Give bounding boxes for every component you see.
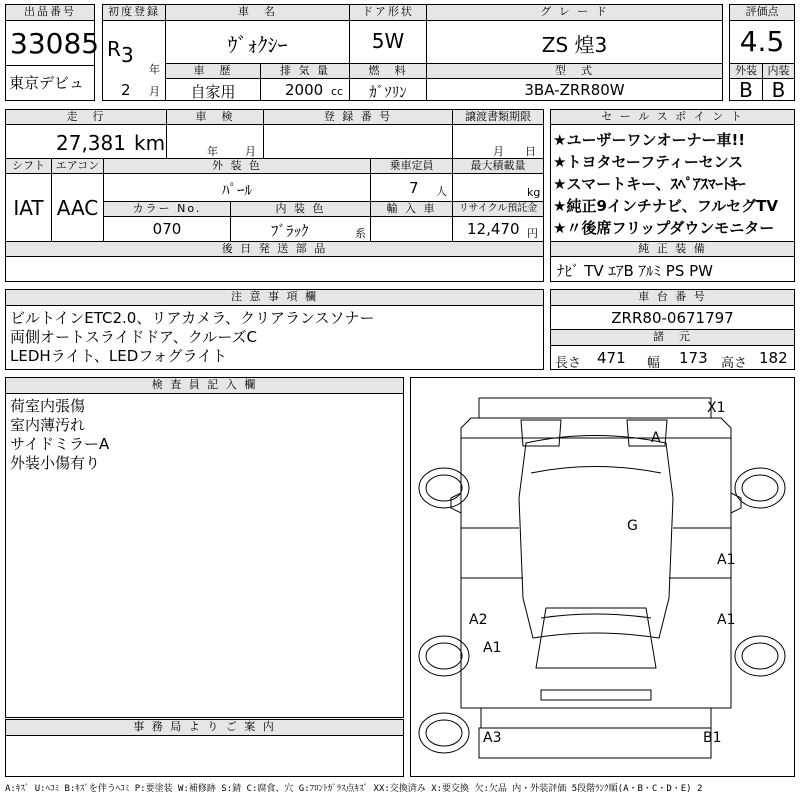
ext-label: 外装	[729, 63, 763, 79]
lot-label: 出品番号	[5, 4, 95, 21]
chassis-box	[550, 305, 795, 330]
ext-box	[729, 78, 763, 101]
debut-label: 東京デビュ	[9, 74, 85, 92]
mileage-label: 走 行	[5, 109, 167, 125]
model-box	[426, 78, 723, 101]
capacity-unit: 人	[436, 185, 447, 198]
ac-label: エアコン	[51, 158, 104, 174]
score-label: 評価点	[729, 4, 795, 21]
sales-points-label: セ ー ル ス ポ イ ン ト	[550, 109, 795, 125]
damage-mark: A2	[469, 612, 488, 628]
mileage-box	[5, 124, 167, 159]
import-box	[370, 216, 453, 242]
note-line: LEDHライト、LEDフォグライト	[10, 347, 228, 365]
inspector-box	[5, 393, 404, 718]
damage-mark: A1	[717, 612, 736, 628]
ac-box	[51, 173, 104, 242]
history: 自家用	[190, 83, 236, 101]
interior: ﾌﾞﾗｯｸ	[271, 222, 309, 240]
shift-box	[5, 173, 52, 242]
load-unit: kg	[527, 186, 541, 199]
damage-mark: A1	[483, 640, 502, 656]
capacity-label: 乗車定員	[370, 158, 453, 174]
shift: IAT	[13, 196, 44, 220]
month-unit: 月	[149, 85, 160, 98]
note-line: ビルトインETC2.0、リアカメラ、クリアランスソナー	[10, 309, 375, 327]
model: 3BA-ZRR80W	[524, 81, 625, 99]
recycle-unit: 円	[527, 227, 538, 240]
name-box	[165, 20, 350, 64]
doc-label: 譲渡書類期限	[452, 109, 544, 125]
length-label: 長さ	[555, 356, 582, 371]
car-outline	[411, 378, 794, 776]
int-box	[762, 78, 795, 101]
color-no-box	[103, 216, 231, 242]
doc-day-unit: 日	[525, 145, 536, 158]
recycle-label: リサイクル預託金	[452, 201, 544, 217]
doc-month-unit: 月	[493, 145, 504, 158]
load-box	[452, 173, 544, 202]
equipment-label: 純 正 装 備	[550, 241, 795, 257]
damage-mark: B1	[703, 730, 722, 746]
damage-mark: A3	[483, 730, 502, 746]
recycle-box	[452, 216, 544, 242]
chassis-number: ZRR80-0671797	[611, 309, 734, 327]
history-label: 車 歴	[165, 63, 261, 79]
height-label: 高さ	[721, 356, 748, 371]
displacement-unit: cc	[331, 85, 344, 98]
model-label: 型 式	[426, 63, 723, 79]
color-no-label: カラー No.	[103, 201, 231, 217]
damage-mark: X1	[707, 400, 726, 416]
interior-box	[230, 216, 371, 242]
score: 4.5	[739, 25, 785, 58]
inspector-label: 検 査 員 記 入 欄	[5, 377, 404, 394]
interior-unit: 系	[355, 227, 366, 240]
sales-point-item: ★純正9インチナビ、フルセグTV	[553, 197, 778, 215]
note-line: 両側オートスライドドア、クルーズC	[10, 328, 258, 346]
displacement-label: 排 気 量	[260, 63, 350, 79]
reg-no-label: 登 録 番 号	[263, 109, 453, 125]
displacement-box	[260, 78, 350, 101]
car-diagram	[410, 377, 795, 777]
mileage-unit: km	[134, 131, 166, 155]
office-box	[5, 735, 404, 777]
dims-label: 諸 元	[550, 329, 795, 346]
door-box	[349, 20, 427, 64]
inspector-line: 室内薄汚れ	[10, 416, 86, 434]
score-box	[729, 20, 795, 64]
grade-box	[426, 20, 723, 64]
door-type: 5W	[371, 29, 405, 53]
damage-mark: G	[627, 518, 638, 534]
inspection-box	[166, 124, 264, 159]
office-label: 事 務 局 よ り ご 案 内	[5, 719, 404, 736]
sales-point-item: ★トヨタセーフティーセンス	[553, 153, 744, 171]
history-box	[165, 78, 261, 101]
color: ﾊﾟｰﾙ	[221, 181, 252, 199]
import-label: 輸 入 車	[370, 201, 453, 217]
recycle: 12,470	[467, 220, 520, 238]
load-label: 最大積載量	[452, 158, 544, 174]
inspector-line: サイドミラーA	[10, 435, 110, 453]
equipment-box	[550, 256, 795, 282]
fuel-label: 燃 料	[349, 63, 427, 79]
width: 173	[679, 349, 708, 367]
color-label: 外 装 色	[103, 158, 371, 174]
fuel-box	[349, 78, 427, 101]
ext-score: B	[739, 78, 753, 102]
capacity: 7	[409, 179, 419, 197]
debut-box	[5, 65, 95, 101]
notes-label: 注 意 事 項 欄	[5, 289, 544, 306]
year-unit: 年	[149, 63, 160, 76]
doc-box	[452, 124, 544, 159]
reg-month: 2	[121, 81, 131, 99]
first-reg-label: 初度登録	[102, 4, 166, 21]
width-label: 幅	[647, 356, 661, 371]
sales-point-item: ★ユーザーワンオーナー車!!	[553, 131, 746, 149]
capacity-box	[370, 173, 453, 202]
int-score: B	[771, 78, 786, 102]
displacement: 2000	[285, 81, 324, 99]
length: 471	[597, 349, 626, 367]
lot-box	[5, 20, 100, 66]
color-box	[103, 173, 371, 202]
shift-label: シフト	[5, 158, 52, 174]
color-no: 070	[152, 220, 182, 238]
inspection-label: 車 検	[166, 109, 264, 125]
first-reg-box	[102, 20, 166, 101]
damage-mark: A	[651, 430, 661, 446]
sales-point-item: ★スマートキー、ｽﾍﾟｱｽﾏｰﾄｷｰ	[553, 175, 746, 193]
door-label: ドア形状	[349, 4, 427, 21]
notes-box	[5, 305, 544, 370]
inspection-year-unit: 年	[207, 145, 218, 158]
int-label: 内装	[762, 63, 795, 79]
grade: ZS 煌3	[541, 33, 608, 57]
sales-points-box	[550, 124, 795, 242]
grade-label: グ レ ー ド	[426, 4, 723, 21]
interior-label: 内 装 色	[230, 201, 371, 217]
later-parts-label: 後 日 発 送 部 品	[5, 241, 544, 257]
reg-year: 3	[121, 43, 134, 67]
inspection-month-unit: 月	[245, 145, 256, 158]
mileage: 27,381	[56, 131, 126, 155]
fuel: ｶﾞｿﾘﾝ	[369, 83, 407, 101]
later-parts-box	[5, 256, 544, 282]
ac: AAC	[56, 196, 99, 220]
era: R	[107, 37, 121, 61]
car-name: ｳﾞｫｸｼｰ	[227, 33, 288, 57]
height: 182	[759, 349, 788, 367]
chassis-label: 車 台 番 号	[550, 289, 795, 306]
inspector-line: 荷室内張傷	[10, 397, 86, 415]
equipment: ﾅﾋﾞ TV ｴｱB ｱﾙﾐ PS PW	[557, 262, 713, 280]
legend: A:ｷｽﾞ U:ﾍｺﾐ B:ｷｽﾞを伴うﾍｺﾐ P:要塗装 W:補修跡 S:錆 C:腐食、穴 G:ﾌﾛﾝﾄｶﾞﾗｽ点ｷｽﾞ XX:交換済み X:要交換 欠:欠品 内・外装評価 5段階ﾗﾝｸ順(A・B・C・D・E) 2	[5, 784, 703, 794]
reg-no-box	[263, 124, 453, 159]
dims-box	[550, 345, 795, 370]
inspector-line: 外装小傷有り	[10, 454, 101, 472]
sales-point-item: ★〃後席フリップダウンモニター	[553, 219, 775, 237]
name-label: 車 名	[165, 4, 350, 21]
damage-mark: A1	[717, 552, 736, 568]
lot-number: 33085	[10, 27, 100, 60]
